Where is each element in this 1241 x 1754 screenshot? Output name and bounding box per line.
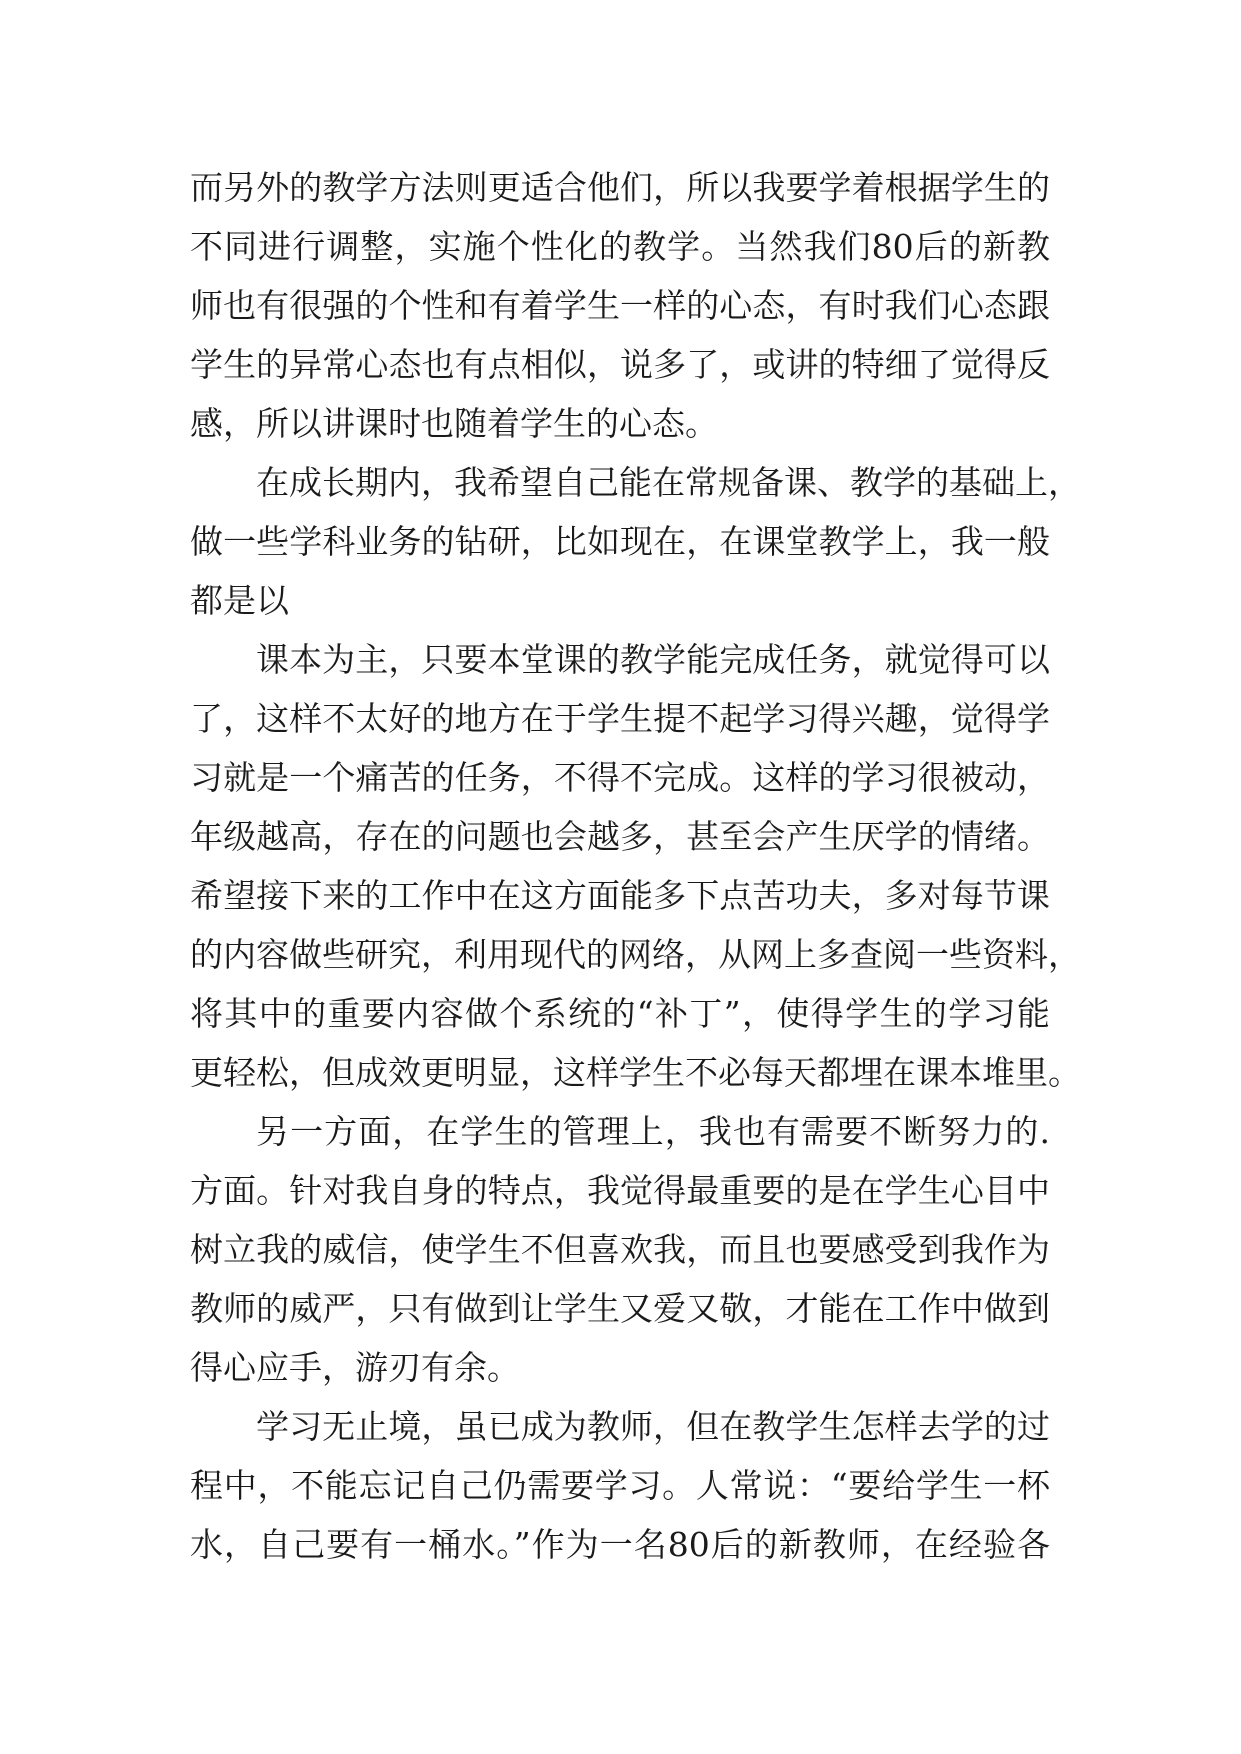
text-line: 都是以 xyxy=(190,581,289,620)
text-line: 而另外的教学方法则更适合他们，所以我要学着根据学生的 xyxy=(190,168,1050,207)
text-line: 做一些学科业务的钻研，比如现在，在课堂教学上，我一般 xyxy=(190,522,1050,561)
text-line: 教师的威严，只有做到让学生又爱又敬，才能在工作中做到 xyxy=(190,1289,1050,1328)
text-line: 了，这样不太好的地方在于学生提不起学习得兴趣，觉得学 xyxy=(190,699,1050,738)
text-line: 希望接下来的工作中在这方面能多下点苦功夫，多对每节课 xyxy=(190,876,1050,915)
text-line: 习就是一个痛苦的任务，不得不完成。这样的学习很被动， xyxy=(190,758,1050,797)
text-line: 将其中的重要内容做个系统的“补丁”，使得学生的学习能 xyxy=(190,994,1050,1033)
text-line: 不同进行调整，实施个性化的教学。当然我们80后的新教 xyxy=(190,227,1050,266)
text-line: 更轻松，但成效更明显，这样学生不必每天都埋在课本堆里。 xyxy=(190,1053,1081,1092)
text-line: 方面。针对我自身的特点，我觉得最重要的是在学生心目中 xyxy=(190,1171,1050,1210)
paragraph-first-line: 学习无止境，虽已成为教师，但在教学生怎样去学的过 xyxy=(256,1407,1050,1446)
paragraph-first-line: 另一方面，在学生的管理上，我也有需要不断努力的. xyxy=(256,1112,1050,1151)
text-line: 师也有很强的个性和有着学生一样的心态，有时我们心态跟 xyxy=(190,286,1050,325)
document-body xyxy=(190,158,1081,1574)
text-line: 的内容做些研究，利用现代的网络，从网上多查阅一些资料， xyxy=(190,935,1081,974)
text-line: 水，自己要有一桶水。”作为一名80后的新教师，在经验各 xyxy=(190,1525,1050,1564)
text-line: 树立我的威信，使学生不但喜欢我，而且也要感受到我作为 xyxy=(190,1230,1050,1269)
text-line: 学生的异常心态也有点相似，说多了，或讲的特细了觉得反 xyxy=(190,345,1050,384)
text-line: 感，所以讲课时也随着学生的心态。 xyxy=(190,404,718,443)
paragraph-first-line: 在成长期内，我希望自己能在常规备课、教学的基础上， xyxy=(256,463,1081,502)
text-line: 得心应手，游刃有余。 xyxy=(190,1348,520,1387)
text-line: 年级越高，存在的问题也会越多，甚至会产生厌学的情绪。 xyxy=(190,817,1050,856)
text-line: 程中，不能忘记自己仍需要学习。人常说：“要给学生一杯 xyxy=(190,1466,1050,1505)
paragraph-first-line: 课本为主，只要本堂课的教学能完成任务，就觉得可以 xyxy=(256,640,1050,679)
